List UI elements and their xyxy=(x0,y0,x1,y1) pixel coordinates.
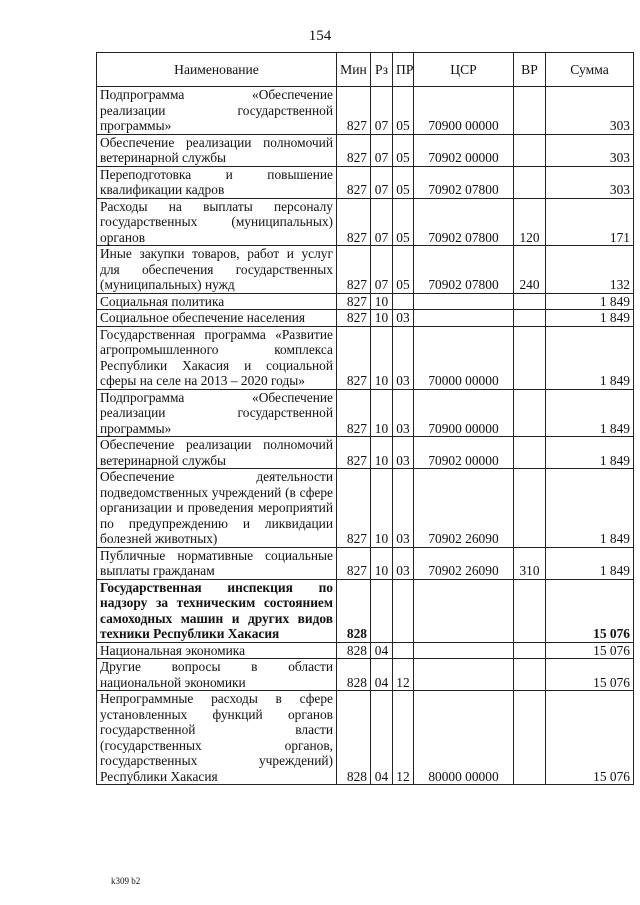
cell-rz: 10 xyxy=(371,389,393,437)
cell-name: Обеспечение деятельности подведомственных учреждений (в сфере организации и проведения мероприятий по предупреждению и ликвидации болезней животных) xyxy=(97,469,337,548)
cell-name: Государственная программа «Развитие агропромышленного комплекса Республики Хакасия и социальной сферы на селе на 2013 – 2020 годы» xyxy=(97,326,337,389)
header-name: Наименование xyxy=(97,53,337,87)
cell-pr xyxy=(393,579,414,642)
cell-min: 828 xyxy=(337,659,371,691)
cell-rz: 10 xyxy=(371,547,393,579)
cell-sum: 1 849 xyxy=(546,469,634,548)
table-row xyxy=(97,547,634,579)
cell-name: Обеспечение реализации полномочий ветеринарной службы xyxy=(97,437,337,469)
cell-vr xyxy=(514,642,546,659)
cell-min: 827 xyxy=(337,198,371,246)
table-row xyxy=(97,293,634,310)
cell-pr: 03 xyxy=(393,437,414,469)
table-row xyxy=(97,437,634,469)
cell-min: 827 xyxy=(337,87,371,135)
cell-pr xyxy=(393,642,414,659)
header-rz: Рз xyxy=(371,53,393,87)
cell-csr: 70900 00000 xyxy=(414,87,514,135)
cell-vr xyxy=(514,310,546,327)
cell-sum: 303 xyxy=(546,166,634,198)
cell-pr: 05 xyxy=(393,134,414,166)
table-row xyxy=(97,389,634,437)
cell-csr: 70902 07800 xyxy=(414,198,514,246)
cell-csr: 80000 00000 xyxy=(414,691,514,785)
cell-rz: 10 xyxy=(371,469,393,548)
cell-csr xyxy=(414,310,514,327)
cell-vr xyxy=(514,326,546,389)
cell-rz: 10 xyxy=(371,437,393,469)
cell-pr: 05 xyxy=(393,198,414,246)
cell-name: Непрограммные расходы в сфере установленных функций органов государственной власти (государственных органов, государственных учреждений) Республики Хакасия xyxy=(97,691,337,785)
budget-table xyxy=(96,52,634,785)
header-sum: Сумма xyxy=(546,53,634,87)
cell-name: Подпрограмма «Обеспечение реализации государственной программы» xyxy=(97,87,337,135)
cell-pr: 05 xyxy=(393,87,414,135)
table-row xyxy=(97,134,634,166)
cell-pr: 12 xyxy=(393,659,414,691)
cell-vr xyxy=(514,87,546,135)
cell-csr: 70900 00000 xyxy=(414,389,514,437)
table-row xyxy=(97,87,634,135)
cell-name: Социальное обеспечение населения xyxy=(97,310,337,327)
cell-sum: 1 849 xyxy=(546,310,634,327)
cell-min: 828 xyxy=(337,691,371,785)
cell-vr xyxy=(514,134,546,166)
table-row xyxy=(97,469,634,548)
header-min: Мин xyxy=(337,53,371,87)
cell-sum: 132 xyxy=(546,246,634,294)
table-row xyxy=(97,659,634,691)
cell-name: Обеспечение реализации полномочий ветеринарной службы xyxy=(97,134,337,166)
cell-sum: 1 849 xyxy=(546,547,634,579)
cell-csr: 70902 26090 xyxy=(414,547,514,579)
cell-sum: 1 849 xyxy=(546,389,634,437)
cell-pr: 05 xyxy=(393,246,414,294)
cell-min: 828 xyxy=(337,642,371,659)
cell-vr xyxy=(514,691,546,785)
table-row xyxy=(97,310,634,327)
cell-csr: 70902 00000 xyxy=(414,134,514,166)
cell-sum: 1 849 xyxy=(546,437,634,469)
cell-sum: 171 xyxy=(546,198,634,246)
header-csr: ЦСР xyxy=(414,53,514,87)
cell-min: 827 xyxy=(337,326,371,389)
cell-csr xyxy=(414,659,514,691)
cell-csr: 70902 00000 xyxy=(414,437,514,469)
cell-pr: 03 xyxy=(393,389,414,437)
cell-min: 828 xyxy=(337,579,371,642)
cell-csr: 70000 00000 xyxy=(414,326,514,389)
cell-name: Публичные нормативные социальные выплаты гражданам xyxy=(97,547,337,579)
cell-name: Расходы на выплаты персоналу государственных (муниципальных) органов xyxy=(97,198,337,246)
cell-min: 827 xyxy=(337,293,371,310)
cell-sum: 303 xyxy=(546,87,634,135)
cell-pr: 12 xyxy=(393,691,414,785)
cell-rz xyxy=(371,579,393,642)
cell-min: 827 xyxy=(337,437,371,469)
table-row xyxy=(97,691,634,785)
cell-vr xyxy=(514,469,546,548)
cell-csr: 70902 07800 xyxy=(414,246,514,294)
cell-rz: 07 xyxy=(371,198,393,246)
cell-name: Социальная политика xyxy=(97,293,337,310)
cell-min: 827 xyxy=(337,389,371,437)
cell-pr: 03 xyxy=(393,469,414,548)
cell-sum: 15 076 xyxy=(546,579,634,642)
cell-pr: 05 xyxy=(393,166,414,198)
cell-min: 827 xyxy=(337,246,371,294)
header-vr: ВР xyxy=(514,53,546,87)
table-row xyxy=(97,166,634,198)
cell-sum: 15 076 xyxy=(546,642,634,659)
cell-rz: 04 xyxy=(371,659,393,691)
cell-name: Подпрограмма «Обеспечение реализации государственной программы» xyxy=(97,389,337,437)
cell-csr: 70902 26090 xyxy=(414,469,514,548)
table-row xyxy=(97,246,634,294)
cell-sum: 15 076 xyxy=(546,659,634,691)
cell-rz: 07 xyxy=(371,166,393,198)
cell-rz: 10 xyxy=(371,293,393,310)
table-row xyxy=(97,579,634,642)
cell-pr: 03 xyxy=(393,547,414,579)
cell-vr: 240 xyxy=(514,246,546,294)
cell-vr xyxy=(514,166,546,198)
cell-min: 827 xyxy=(337,547,371,579)
cell-rz: 10 xyxy=(371,326,393,389)
header-pr: ПР xyxy=(393,53,414,87)
cell-pr: 03 xyxy=(393,310,414,327)
cell-min: 827 xyxy=(337,469,371,548)
cell-min: 827 xyxy=(337,310,371,327)
cell-rz: 07 xyxy=(371,246,393,294)
table-row xyxy=(97,198,634,246)
cell-name: Иные закупки товаров, работ и услуг для обеспечения государственных (муниципальных) нужд xyxy=(97,246,337,294)
cell-rz: 10 xyxy=(371,310,393,327)
cell-csr xyxy=(414,642,514,659)
cell-name: Другие вопросы в области национальной экономики xyxy=(97,659,337,691)
cell-pr xyxy=(393,293,414,310)
cell-name: Государственная инспекция по надзору за техническим состоянием самоходных машин и других видов техники Республики Хакасия xyxy=(97,579,337,642)
cell-csr xyxy=(414,579,514,642)
cell-name: Переподготовка и повышение квалификации кадров xyxy=(97,166,337,198)
cell-pr: 03 xyxy=(393,326,414,389)
cell-vr xyxy=(514,437,546,469)
cell-sum: 303 xyxy=(546,134,634,166)
cell-min: 827 xyxy=(337,134,371,166)
page-number: 154 xyxy=(308,28,332,44)
cell-vr xyxy=(514,579,546,642)
cell-vr xyxy=(514,659,546,691)
table-body xyxy=(97,87,634,785)
table-header-row xyxy=(97,53,634,87)
cell-vr xyxy=(514,293,546,310)
cell-name: Национальная экономика xyxy=(97,642,337,659)
cell-vr: 120 xyxy=(514,198,546,246)
cell-min: 827 xyxy=(337,166,371,198)
cell-rz: 04 xyxy=(371,691,393,785)
cell-sum: 1 849 xyxy=(546,293,634,310)
cell-csr xyxy=(414,293,514,310)
cell-csr: 70902 07800 xyxy=(414,166,514,198)
cell-rz: 07 xyxy=(371,87,393,135)
cell-rz: 07 xyxy=(371,134,393,166)
footer-code: k309 b2 xyxy=(111,876,141,886)
table-row xyxy=(97,642,634,659)
cell-sum: 15 076 xyxy=(546,691,634,785)
cell-vr: 310 xyxy=(514,547,546,579)
cell-sum: 1 849 xyxy=(546,326,634,389)
table-row xyxy=(97,326,634,389)
cell-rz: 04 xyxy=(371,642,393,659)
cell-vr xyxy=(514,389,546,437)
